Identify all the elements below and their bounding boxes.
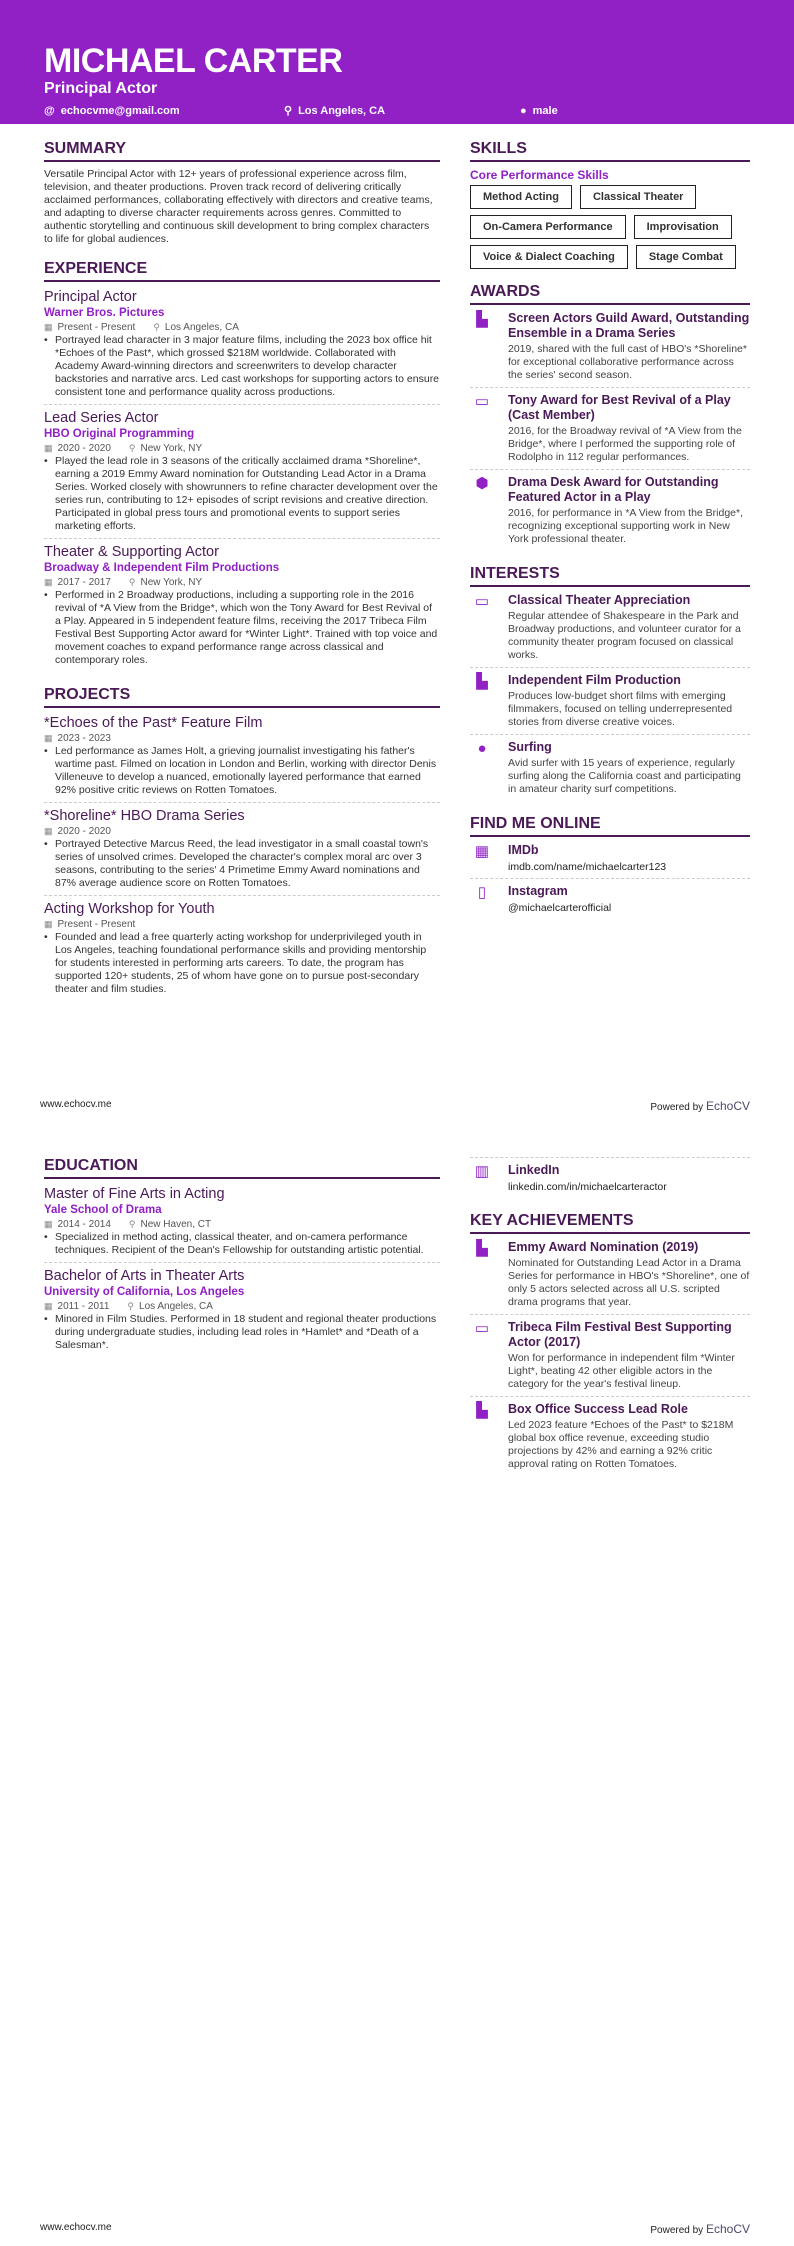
item-title: Instagram <box>508 884 568 898</box>
book-icon: ▥ <box>474 1163 490 1180</box>
item-description: Avid surfer with 15 years of experience, regularly surfing along the California coast and participating in amateur charity surf competitions. <box>508 757 741 795</box>
item-link[interactable]: @michaelcarterofficial <box>508 902 612 914</box>
entry-bullet: • Portrayed Detective Marcus Reed, the lead investigator in a small coastal town's series of unsolved crimes. Developed the character's complex moral arc over 3 seasons, contributing to the series' 4 Primetime Emmy Award nominations and 87% average audience score on Rotten Tomatoes. <box>44 838 440 890</box>
calendar-icon: ▦ <box>44 1219 53 1229</box>
location-pin-icon: ⚲ <box>153 322 160 332</box>
calendar-icon: ▦ <box>44 1301 53 1311</box>
item-link[interactable]: linkedin.com/in/michaelcarteractor <box>508 1181 667 1193</box>
footer-site[interactable]: www.echocv.me <box>40 2222 112 2233</box>
entry-location: New Haven, CT <box>140 1219 212 1230</box>
monitor-icon: ▭ <box>474 393 490 410</box>
item-title: Independent Film Production <box>508 673 681 687</box>
item-title: Surfing <box>508 740 552 754</box>
item-title: LinkedIn <box>508 1163 560 1177</box>
online-item <box>470 884 750 919</box>
calendar-icon: ▦ <box>44 733 53 743</box>
online-heading: FIND ME ONLINE <box>470 815 750 837</box>
location: Los Angeles, CA <box>298 104 386 117</box>
email[interactable]: echocvme@gmail.com <box>60 104 180 117</box>
interests-item <box>470 593 750 668</box>
user-icon: ● <box>520 104 527 117</box>
education-entry <box>44 1267 440 1357</box>
achievements-item <box>470 1240 750 1315</box>
location-pin-icon: ⚲ <box>128 1219 136 1229</box>
entry-title: *Echoes of the Past* Feature Film <box>44 715 263 731</box>
location-pin-icon: ⚲ <box>284 105 293 117</box>
entry-title: Bachelor of Arts in Theater Arts <box>44 1268 245 1284</box>
entry-title: *Shoreline* HBO Drama Series <box>44 808 245 824</box>
calendar-icon: ▦ <box>44 443 53 453</box>
item-description: Led 2023 feature *Echoes of the Past* to $218M global box office revenue, exceeding studio projections by 42% and earning a 92% critic approval rating on Rotten Tomatoes. <box>508 1419 734 1470</box>
candidate-name: MICHAEL CARTER <box>44 42 343 80</box>
projects-heading: PROJECTS <box>44 686 440 708</box>
entry-bullet: • Minored in Film Studies. Performed in 18 student and regional theater productions during undergraduate studies, including lead roles in *Hamlet* and *Death of a Salesman*. <box>44 1313 440 1352</box>
entry-dates: 2014 - 2014 <box>57 1219 111 1230</box>
building-icon: ▦ <box>474 843 490 860</box>
entry-dates: Present - Present <box>57 919 136 930</box>
experience-entry <box>44 288 440 405</box>
achievements-item <box>470 1402 750 1476</box>
file-icon: ▙ <box>476 1402 488 1419</box>
entry-title: Acting Workshop for Youth <box>44 901 215 917</box>
page-2 <box>0 1123 794 2246</box>
tablet-icon: ▯ <box>477 884 487 901</box>
item-title: Box Office Success Lead Role <box>508 1402 688 1416</box>
header <box>0 0 794 124</box>
skill-chip: Improvisation <box>634 215 732 239</box>
entry-location: New York, NY <box>140 443 203 454</box>
skill-group-title: Core Performance Skills <box>470 168 609 182</box>
experience-entry <box>44 409 440 539</box>
footer-powered: Powered by <box>650 1102 704 1113</box>
entry-dates: Present - Present <box>57 322 136 333</box>
entry-location: New York, NY <box>140 577 203 588</box>
achievements-heading: KEY ACHIEVEMENTS <box>470 1212 750 1234</box>
skill-chip: Method Acting <box>470 185 572 209</box>
entry-location: Los Angeles, CA <box>164 322 239 333</box>
entry-dates: 2017 - 2017 <box>57 577 111 588</box>
entry-dates: 2020 - 2020 <box>57 443 111 454</box>
skill-chip: Stage Combat <box>636 245 736 269</box>
item-description: 2016, for performance in *A View from the Bridge*, recognizing exceptional supporting work in New York professional theater. <box>508 507 744 545</box>
skills-heading: SKILLS <box>470 140 750 162</box>
experience-heading: EXPERIENCE <box>44 260 440 282</box>
awards-item <box>470 475 750 551</box>
item-title: Screen Actors Guild Award, Outstanding Ensemble in a Drama Series <box>508 311 750 340</box>
entry-organization: University of California, Los Angeles <box>44 1286 245 1298</box>
item-title: Tribeca Film Festival Best Supporting Actor (2017) <box>508 1320 732 1349</box>
skill-chip: Classical Theater <box>580 185 697 209</box>
file-icon: ▙ <box>476 1240 488 1257</box>
skill-chip: Voice & Dialect Coaching <box>470 245 628 269</box>
summary-heading: SUMMARY <box>44 140 440 162</box>
cube-icon: ⬢ <box>475 475 489 492</box>
item-description: Produces low-budget short films with emerging filmmakers, focused on telling underrepresented stories from diverse creative voices. <box>508 690 733 728</box>
gender: male <box>532 104 558 117</box>
footer-brand[interactable]: EchoCV <box>705 1099 750 1113</box>
monitor-icon: ▭ <box>474 1320 490 1337</box>
calendar-icon: ▦ <box>44 577 53 587</box>
item-description: Nominated for Outstanding Lead Actor in a Drama Series for performance in HBO's *Shoreline*, one of only 5 actors selected across all U.S. scripted drama programs that year. <box>508 1257 750 1308</box>
calendar-icon: ▦ <box>44 826 53 836</box>
item-title: Classical Theater Appreciation <box>508 593 691 607</box>
candidate-title: Principal Actor <box>44 80 158 97</box>
file-icon: ▙ <box>476 311 488 328</box>
footer-site[interactable]: www.echocv.me <box>40 1099 112 1110</box>
awards-heading: AWARDS <box>470 283 750 305</box>
entry-organization: Warner Bros. Pictures <box>44 307 165 319</box>
experience-entry <box>44 543 440 672</box>
online-item <box>470 1163 750 1198</box>
item-description: 2016, for the Broadway revival of *A View from the Bridge*, where I performed the supporting role of Rodolpho in 112 regular performances. <box>508 425 742 463</box>
entry-title: Principal Actor <box>44 289 137 305</box>
education-entry <box>44 1185 440 1263</box>
projects-entry <box>44 900 440 1001</box>
interests-heading: INTERESTS <box>470 565 750 587</box>
entry-bullet: • Founded and lead a free quarterly acting workshop for underprivileged youth in Los Angeles, teaching foundational performance skills and providing mentorship for students interested in performing arts careers. To date, the program has supported 120+ students, 25 of whom have gone on to pursue post-secondary theater and film studies. <box>44 931 440 996</box>
item-description: 2019, shared with the full cast of HBO's *Shoreline* for exceptional collaborative performance across the series' second season. <box>508 343 747 381</box>
entry-title: Master of Fine Arts in Acting <box>44 1186 225 1202</box>
at-icon: @ <box>44 104 55 117</box>
entry-organization: Broadway & Independent Film Productions <box>44 562 280 574</box>
interests-item <box>470 740 750 801</box>
coin-icon: ● <box>477 740 487 757</box>
file-icon: ▙ <box>476 673 488 690</box>
achievements-item <box>470 1320 750 1397</box>
location-pin-icon: ⚲ <box>127 1301 135 1311</box>
entry-title: Lead Series Actor <box>44 410 159 426</box>
interests-item <box>470 673 750 735</box>
entry-organization: Yale School of Drama <box>44 1204 162 1216</box>
entry-bullet: • Led performance as James Holt, a grieving journalist investigating his father's wartime past. Filmed on location in London and Berlin, working with director Denis Villeneuve to develop a nuanced, emotionally layered performance that earned 92% positive critic reviews on Rotten Tomatoes. <box>44 745 440 797</box>
entry-title: Theater & Supporting Actor <box>44 544 219 560</box>
skill-chip: On-Camera Performance <box>470 215 626 239</box>
item-title: Tony Award for Best Revival of a Play (Cast Member) <box>508 393 731 422</box>
item-link[interactable]: imdb.com/name/michaelcarter123 <box>508 861 667 873</box>
calendar-icon: ▦ <box>44 919 53 929</box>
entry-organization: HBO Original Programming <box>44 428 195 440</box>
location-pin-icon: ⚲ <box>128 443 136 453</box>
entry-bullet: • Performed in 2 Broadway productions, including a supporting role in the 2016 revival of *A View from the Bridge*, which won the Tony Award for Best Revival of a Play. Appeared in 5 independent feature films, receiving the 2017 Tribeca Film Festival Best Supporting Actor award for *Winter Light*. Trained with top voice and movement coaches to expand performance range across classical and contemporary roles. <box>44 589 440 667</box>
entry-bullet: • Portrayed lead character in 3 major feature films, including the 2023 box office hit *Echoes of the Past*, which grossed $218M worldwide. Collaborated with Academy Award-winning directors and screenwriters to develop character backstories and narrative arcs. Led cast workshops for supporting actors to ensure consistent tone and performance quality across productions. <box>44 334 440 399</box>
footer-powered: Powered by <box>650 2225 704 2236</box>
projects-entry <box>44 807 440 896</box>
entry-bullet: • Played the lead role in 3 seasons of the critically acclaimed drama *Shoreline*, earning a 2019 Emmy Award nomination for Outstanding Lead Actor in a Drama Series. Worked closely with showrunners to refine character development over the series run, contributing to 12+ episodes of script revisions and creative direction. Participated in global press tours and promotional events to support series marketing efforts. <box>44 455 440 533</box>
item-title: Emmy Award Nomination (2019) <box>508 1240 699 1254</box>
summary-text: Versatile Principal Actor with 12+ years of professional experience across film, television, and theater productions. Proven track record of delivering critically acclaimed performances, collaborating effectively with directors and creative teams, and adapting to diverse character requirements across genres. Committed to authentic storytelling and continuous skill development to bring complex characters to life for global audiences. <box>44 168 433 245</box>
item-title: IMDb <box>508 843 539 857</box>
entry-dates: 2020 - 2020 <box>57 826 111 837</box>
footer-brand[interactable]: EchoCV <box>705 2222 750 2236</box>
entry-bullet: • Specialized in method acting, classical theater, and on-camera performance techniques. Recipient of the Dean's Fellowship for outstanding artistic potential. <box>44 1231 440 1257</box>
projects-entry <box>44 714 440 803</box>
calendar-icon: ▦ <box>44 322 53 332</box>
entry-dates: 2023 - 2023 <box>57 733 111 744</box>
item-description: Won for performance in independent film *Winter Light*, beating 42 other eligible actors in the category for the year's festival lineup. <box>508 1352 735 1390</box>
item-title: Drama Desk Award for Outstanding Featured Actor in a Play <box>508 475 719 504</box>
entry-dates: 2011 - 2011 <box>57 1301 110 1312</box>
awards-item <box>470 311 750 388</box>
awards-item <box>470 393 750 470</box>
education-heading: EDUCATION <box>44 1157 440 1179</box>
location-pin-icon: ⚲ <box>128 577 136 587</box>
monitor-icon: ▭ <box>474 593 490 610</box>
online-item <box>470 843 750 879</box>
entry-location: Los Angeles, CA <box>139 1301 213 1312</box>
item-description: Regular attendee of Shakespeare in the Park and Broadway productions, and volunteer curator for a community theater program focused on classical works. <box>508 610 741 661</box>
